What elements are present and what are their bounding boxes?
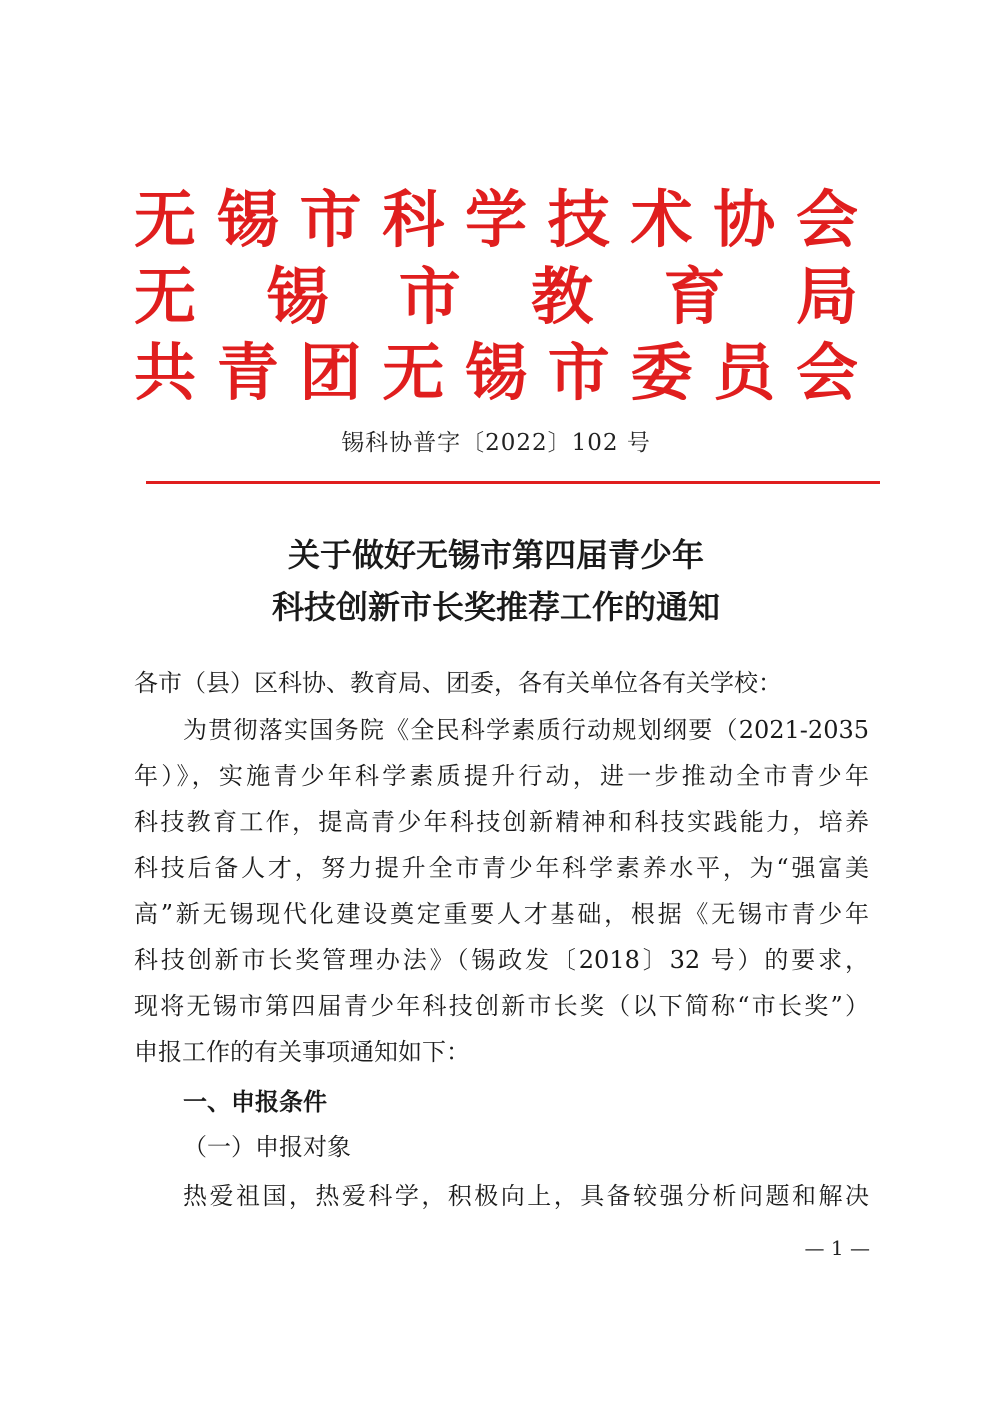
header-char: 市 (398, 260, 461, 333)
paragraph-line: 申报工作的有关事项通知如下： (134, 1038, 470, 1066)
document-title-line-2: 科技创新市长奖推荐工作的通知 (271, 588, 720, 626)
header-char: 术 (630, 183, 693, 256)
document-number: 锡科协普字〔2022〕102 号 (341, 430, 651, 456)
paragraph-line: 科技教育工作，提高青少年科技创新精神和科技实践能力，培养 (134, 808, 869, 836)
header-char: 共 (133, 336, 196, 409)
page-number: — 1 — (804, 1236, 870, 1260)
header-char: 无 (133, 260, 196, 333)
header-char: 锡 (266, 260, 329, 333)
subsection-heading: （一）申报对象 (183, 1133, 351, 1161)
header-char: 科 (382, 183, 445, 256)
header-char: 委 (630, 336, 693, 409)
header-char: 员 (713, 336, 776, 409)
paragraph-line: 科技创新市长奖管理办法》（锡政发〔2018〕32 号）的要求， (134, 946, 869, 974)
section-heading: 一、申报条件 (183, 1088, 327, 1116)
paragraph-line: 热爱祖国，热爱科学，积极向上，具备较强分析问题和解决 (183, 1182, 869, 1210)
header-char: 局 (795, 260, 858, 333)
header-char: 团 (299, 336, 362, 409)
paragraph-line: 年）》，实施青少年科学素质提升行动，进一步推动全市青少年 (134, 762, 869, 790)
salutation: 各市（县）区科协、教育局、团委，各有关单位各有关学校： (134, 669, 782, 697)
paragraph-line: 科技后备人才，努力提升全市青少年科学素养水平，为“强富美 (134, 854, 869, 882)
header-org-line-3 (133, 338, 859, 408)
header-char: 无 (133, 183, 196, 256)
header-org-line-2 (133, 262, 859, 332)
header-char: 会 (795, 336, 858, 409)
header-char: 育 (663, 260, 726, 333)
header-org-line-1 (133, 185, 859, 255)
header-char: 青 (216, 336, 279, 409)
paragraph-line: 高”新无锡现代化建设奠定重要人才基础，根据《无锡市青少年 (134, 900, 869, 928)
header-char: 协 (713, 183, 776, 256)
paragraph-line: 为贯彻落实国务院《全民科学素质行动规划纲要（2021-2035 (183, 716, 869, 744)
header-char: 锡 (464, 336, 527, 409)
header-char: 市 (299, 183, 362, 256)
header-char: 学 (464, 183, 527, 256)
header-char: 无 (382, 336, 445, 409)
paragraph-line: 现将无锡市第四届青少年科技创新市长奖（以下简称“市长奖”） (134, 992, 869, 1020)
header-char: 锡 (216, 183, 279, 256)
header-char: 技 (547, 183, 610, 256)
header-divider (146, 481, 880, 484)
document-title-line-1: 关于做好无锡市第四届青少年 (287, 536, 704, 574)
header-char: 教 (531, 260, 594, 333)
header-char: 市 (547, 336, 610, 409)
header-char: 会 (795, 183, 858, 256)
